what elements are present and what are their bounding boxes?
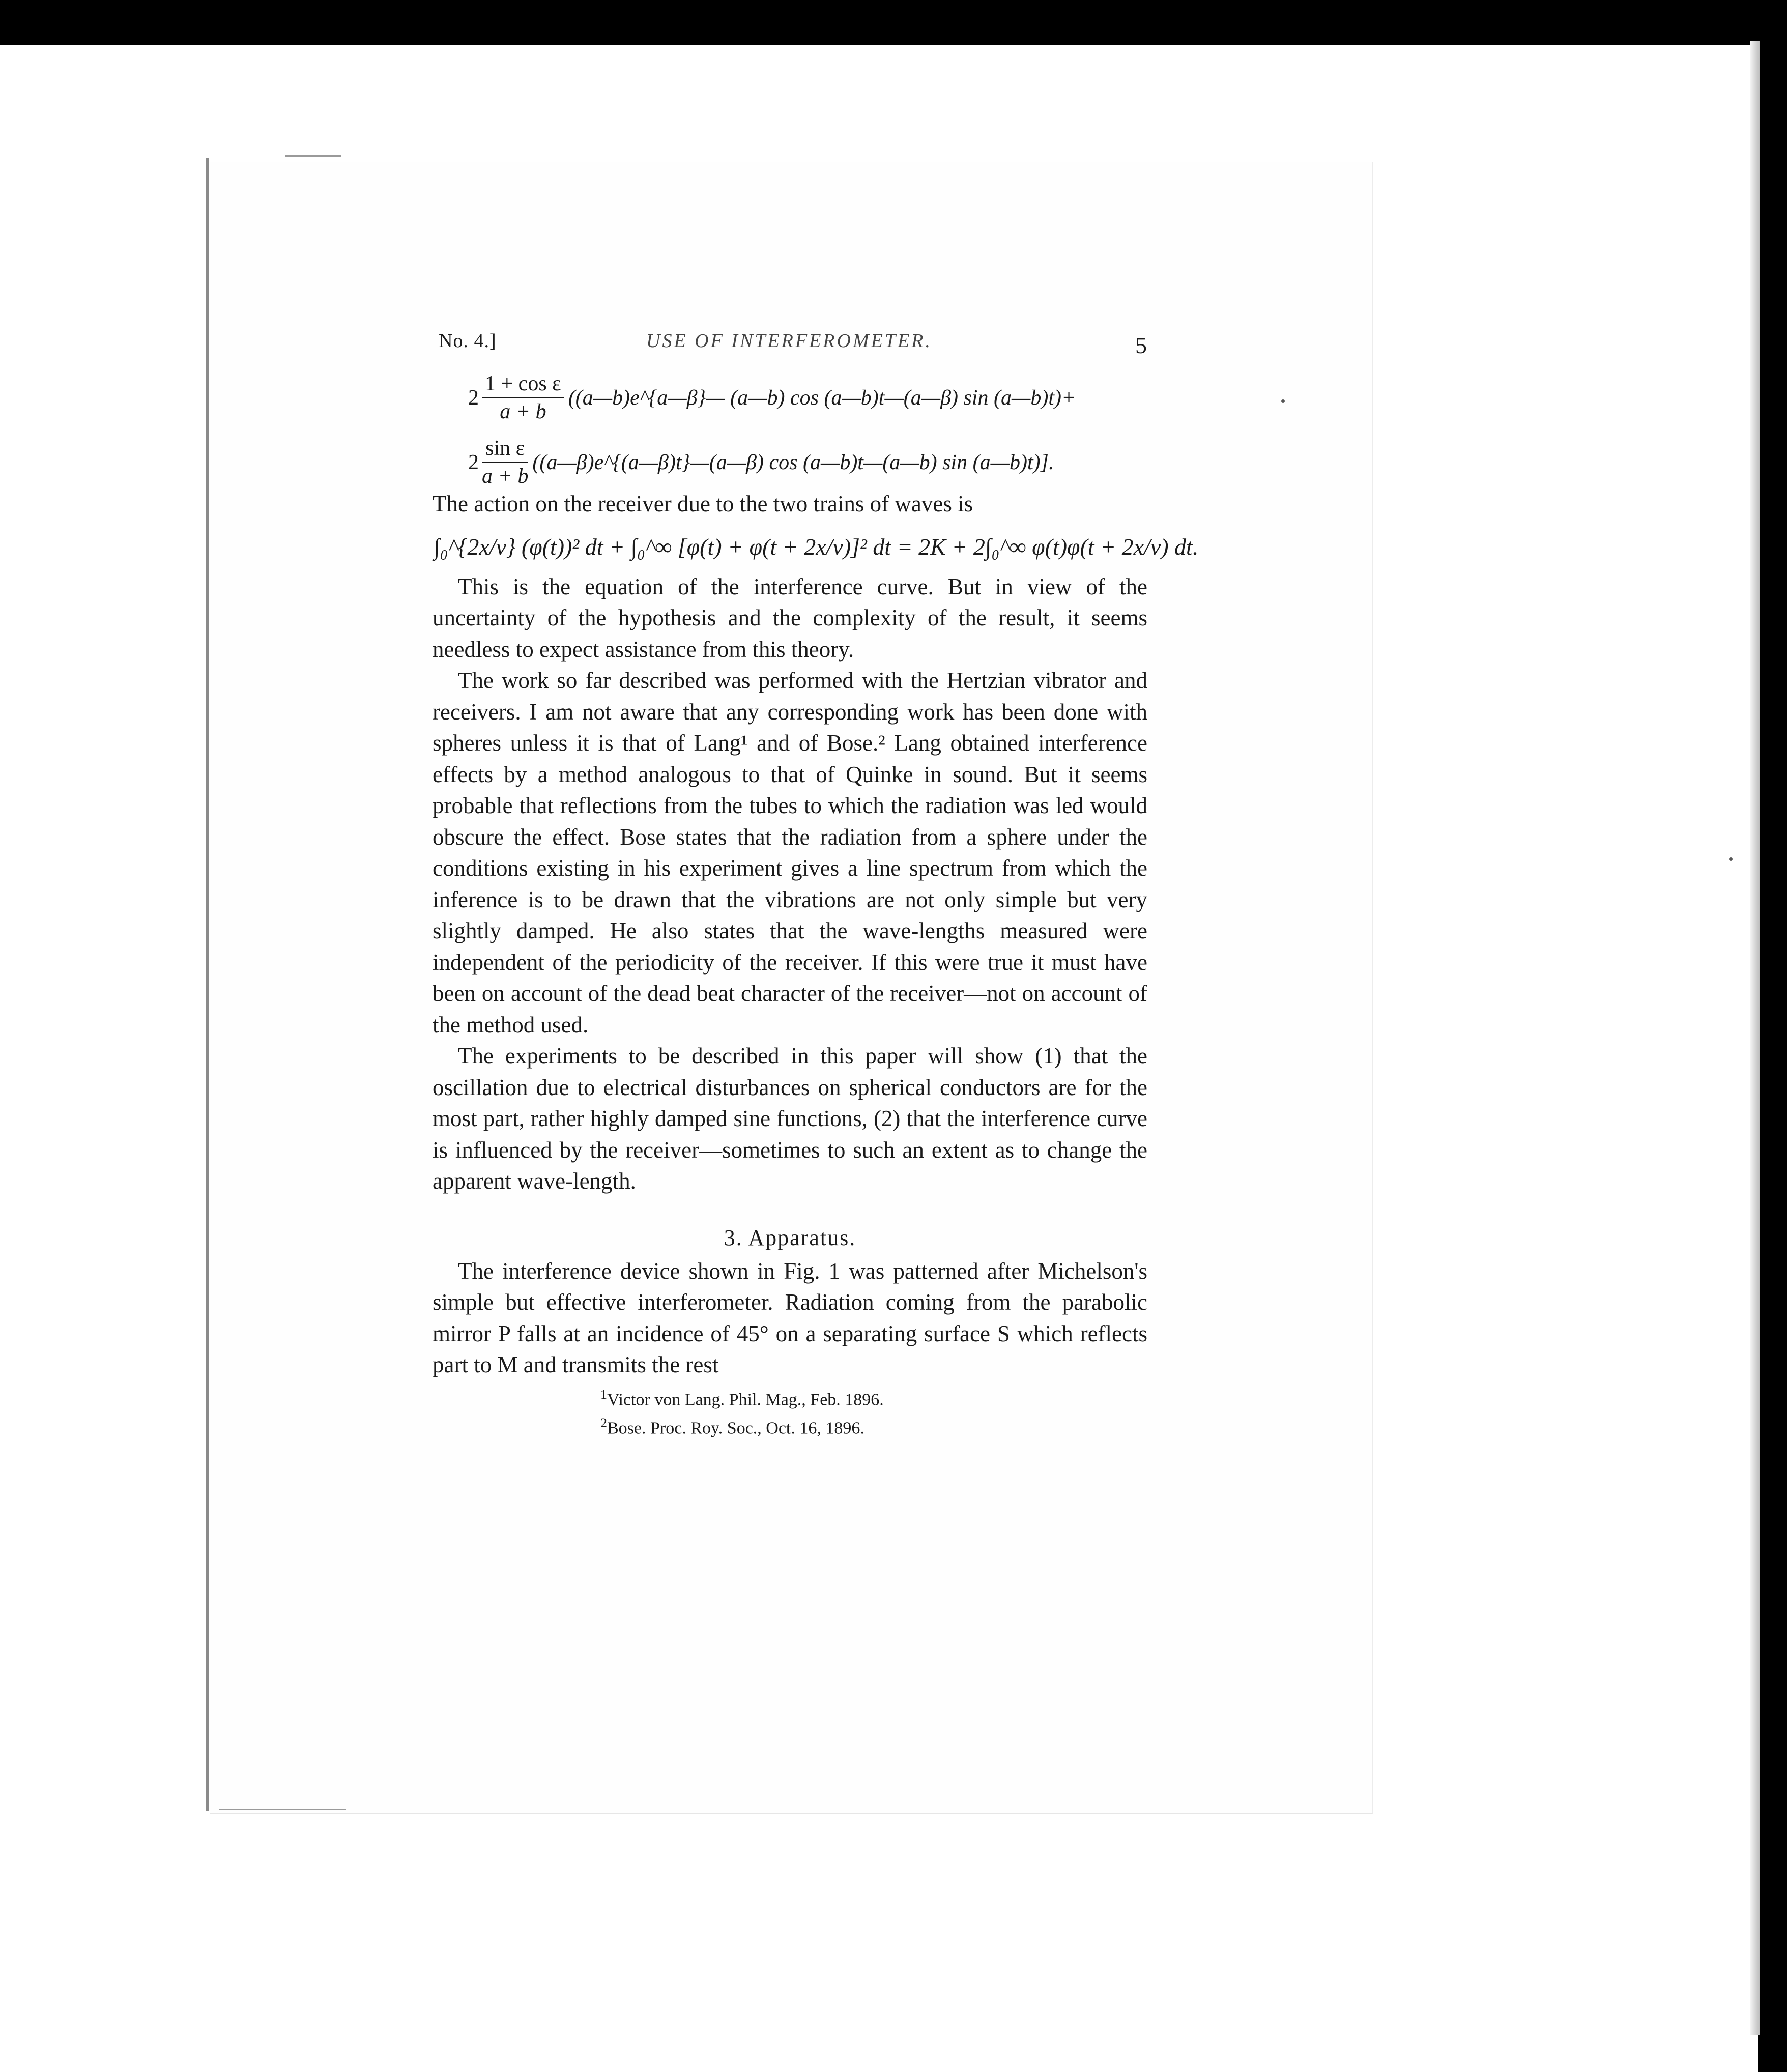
equation-1 xyxy=(468,371,1147,424)
footnote-mark: 2 xyxy=(600,1415,607,1430)
equation-coefficient: 2 xyxy=(468,386,479,410)
page-number: 5 xyxy=(1135,332,1147,358)
equation-fraction xyxy=(482,436,528,488)
fraction-denominator: a + b xyxy=(482,465,529,488)
journal-number: No. 4.] xyxy=(439,330,497,352)
body-text xyxy=(433,571,1147,1197)
equation-coefficient: 2 xyxy=(468,450,479,474)
page-right-edge xyxy=(1750,41,1760,2035)
equation-2 xyxy=(468,436,1147,488)
scan-top-border xyxy=(0,0,1787,45)
footnote xyxy=(600,1412,1147,1440)
footnotes xyxy=(600,1383,1147,1441)
paragraph: The experiments to be described in this paper will show (1) that the oscillation due to electrical disturbances on spherical conductors are for the most part, rather highly damped sine functions, (2) that the interference curve is influenced by the receiver—sometimes to such an extent as to change the apparent wave-length. xyxy=(433,1043,1147,1194)
equation-body: ((a—β)e^{(a—β)t}—(a—β) cos (a—b)t—(a—b) sin (a—b)t)]. xyxy=(532,450,1054,474)
footnote-text: Bose. Proc. Roy. Soc., Oct. 16, 1896. xyxy=(607,1419,864,1438)
paragraph: The work so far described was performed with the Hertzian vibrator and receivers. I am not aware that any corresponding work has been done with spheres unless it is that of Lang¹ and of Bose.² Lang obtained interference effects by a method analogous to that of Quinke in sound. But it seems probable that reflections from the tubes to which the radiation was led would obscure the effect. Bose states that the radiation from a sphere under the conditions existing in his experiment gives a line spectrum from which the inference is to be drawn that the vibrations are not only simple but very slightly damped. He also states that the wave-lengths measured were independent of the periodicity of the receiver. If this were true it must have been on account of the dead beat character of the receiver—not on account of the method used. xyxy=(433,668,1147,1038)
footnote-mark: 1 xyxy=(600,1387,607,1402)
fraction-denominator: a + b xyxy=(500,400,546,423)
page-binding-edge xyxy=(206,158,209,1811)
running-title: USE OF INTERFEROMETER. xyxy=(646,330,932,352)
fraction-numerator: sin ε xyxy=(482,436,528,463)
interference-integral-equation: ∫₀^{2x/v} (φ(t))² dt + ∫₀^∞ [φ(t) + φ(t + 2x/v)]² dt = 2K + 2∫₀^∞ φ(t)φ(t + 2x/v) dt. xyxy=(434,533,1199,560)
section-heading: 3. Apparatus. xyxy=(724,1225,856,1250)
footnote-text: Victor von Lang. Phil. Mag., Feb. 1896. xyxy=(607,1390,884,1409)
scan-speck xyxy=(1281,399,1285,403)
apparatus-paragraph: The interference device shown in Fig. 1 was patterned after Michelson's simple but effective interferometer. Radiation coming from the parabolic mirror P falls at an incidence of 45° on a separating surface S which reflects part to M and transmits the rest xyxy=(433,1258,1147,1377)
fraction-numerator: 1 + cos ε xyxy=(482,371,564,398)
equation-fraction xyxy=(482,371,564,424)
running-head xyxy=(433,321,1147,356)
footnote xyxy=(600,1383,1147,1412)
scan-speck xyxy=(1729,857,1733,861)
paragraph: This is the equation of the interference curve. But in view of the uncertainty of the hypothesis and the complexity of the result, it seems needless to expect assistance from this theory. xyxy=(433,573,1147,662)
lead-sentence: The action on the receiver due to the two trains of waves is xyxy=(433,491,973,516)
scan-right-border xyxy=(1758,0,1787,2072)
scan-mark xyxy=(219,1809,346,1810)
scan-mark xyxy=(285,155,341,157)
page-content xyxy=(433,321,1199,1440)
equation-body: ((a—b)e^{a—β}— (a—b) cos (a—b)t—(a—β) sin (a—b)t)+ xyxy=(568,386,1076,410)
